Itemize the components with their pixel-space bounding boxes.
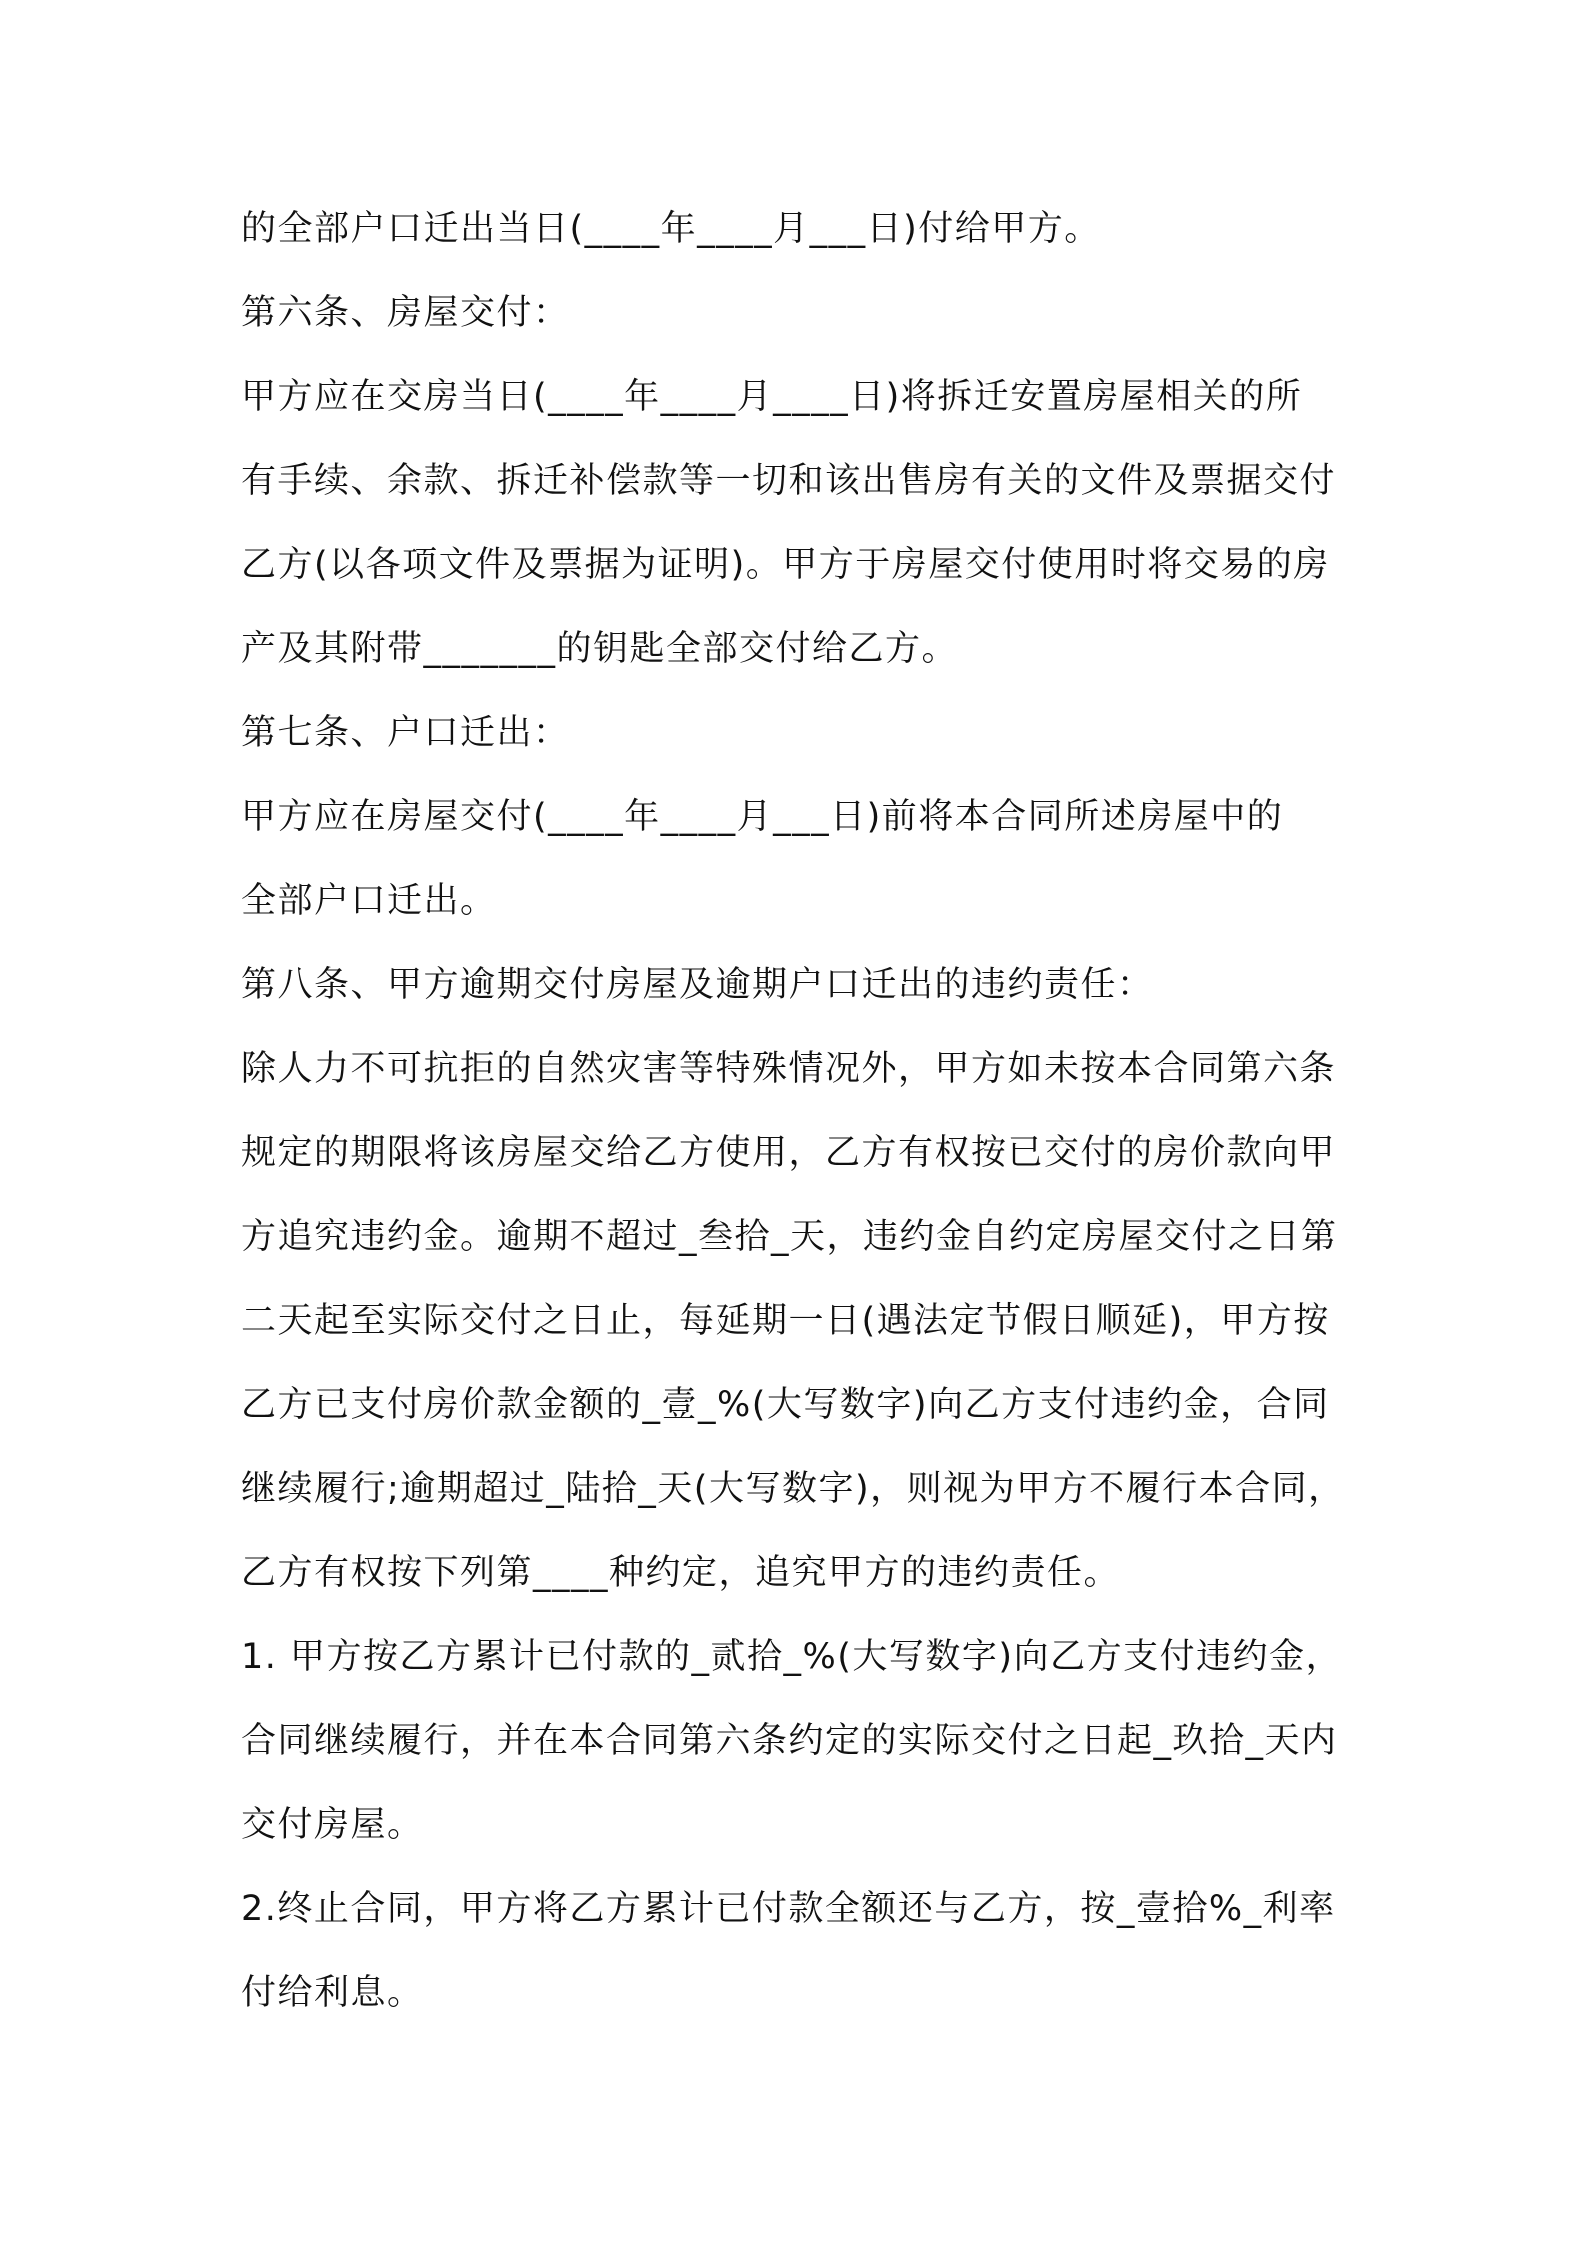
article-heading: 第七条、户口迁出： (241, 713, 570, 753)
text-line: 交付房屋。 (241, 1805, 424, 1845)
text-line: 的全部户口迁出当日(____年____月___日)付给甲方。 (241, 209, 1101, 249)
list-item: 2.终止合同，甲方将乙方累计已付款全额还与乙方，按_壹拾%_利率 (241, 1889, 1336, 1929)
text-line: 方追究违约金。逾期不超过_叁拾_天，违约金自约定房屋交付之日第 (241, 1217, 1338, 1257)
text-line: 产及其附带_______的钥匙全部交付给乙方。 (241, 629, 959, 669)
text-line: 乙方(以各项文件及票据为证明)。甲方于房屋交付使用时将交易的房 (241, 545, 1330, 585)
text-line: 除人力不可抗拒的自然灾害等特殊情况外，甲方如未按本合同第六条 (241, 1049, 1337, 1089)
text-line: 合同继续履行，并在本合同第六条约定的实际交付之日起_玖拾_天内 (241, 1721, 1338, 1761)
text-line: 规定的期限将该房屋交给乙方使用，乙方有权按已交付的房价款向甲 (241, 1133, 1337, 1173)
list-item: 1. 甲方按乙方累计已付款的_贰拾_%(大写数字)向乙方支付违约金， (241, 1637, 1343, 1677)
text-line: 甲方应在交房当日(____年____月____日)将拆迁安置房屋相关的所 (241, 377, 1303, 417)
text-line: 乙方已支付房价款金额的_壹_%(大写数字)向乙方支付违约金，合同 (241, 1385, 1330, 1425)
text-line: 全部户口迁出。 (241, 881, 497, 921)
article-heading: 第六条、房屋交付： (241, 293, 570, 333)
text-line: 付给利息。 (241, 1973, 424, 2013)
article-heading: 第八条、甲方逾期交付房屋及逾期户口迁出的违约责任： (241, 965, 1154, 1005)
text-line: 甲方应在房屋交付(____年____月___日)前将本合同所述房屋中的 (241, 797, 1284, 837)
text-line: 有手续、余款、拆迁补偿款等一切和该出售房有关的文件及票据交付 (241, 461, 1337, 501)
text-line: 继续履行;逾期超过_陆拾_天(大写数字)，则视为甲方不履行本合同， (241, 1469, 1345, 1509)
text-line: 二天起至实际交付之日止，每延期一日(遇法定节假日顺延)，甲方按 (241, 1301, 1330, 1341)
text-line: 乙方有权按下列第____种约定，追究甲方的违约责任。 (241, 1553, 1121, 1593)
